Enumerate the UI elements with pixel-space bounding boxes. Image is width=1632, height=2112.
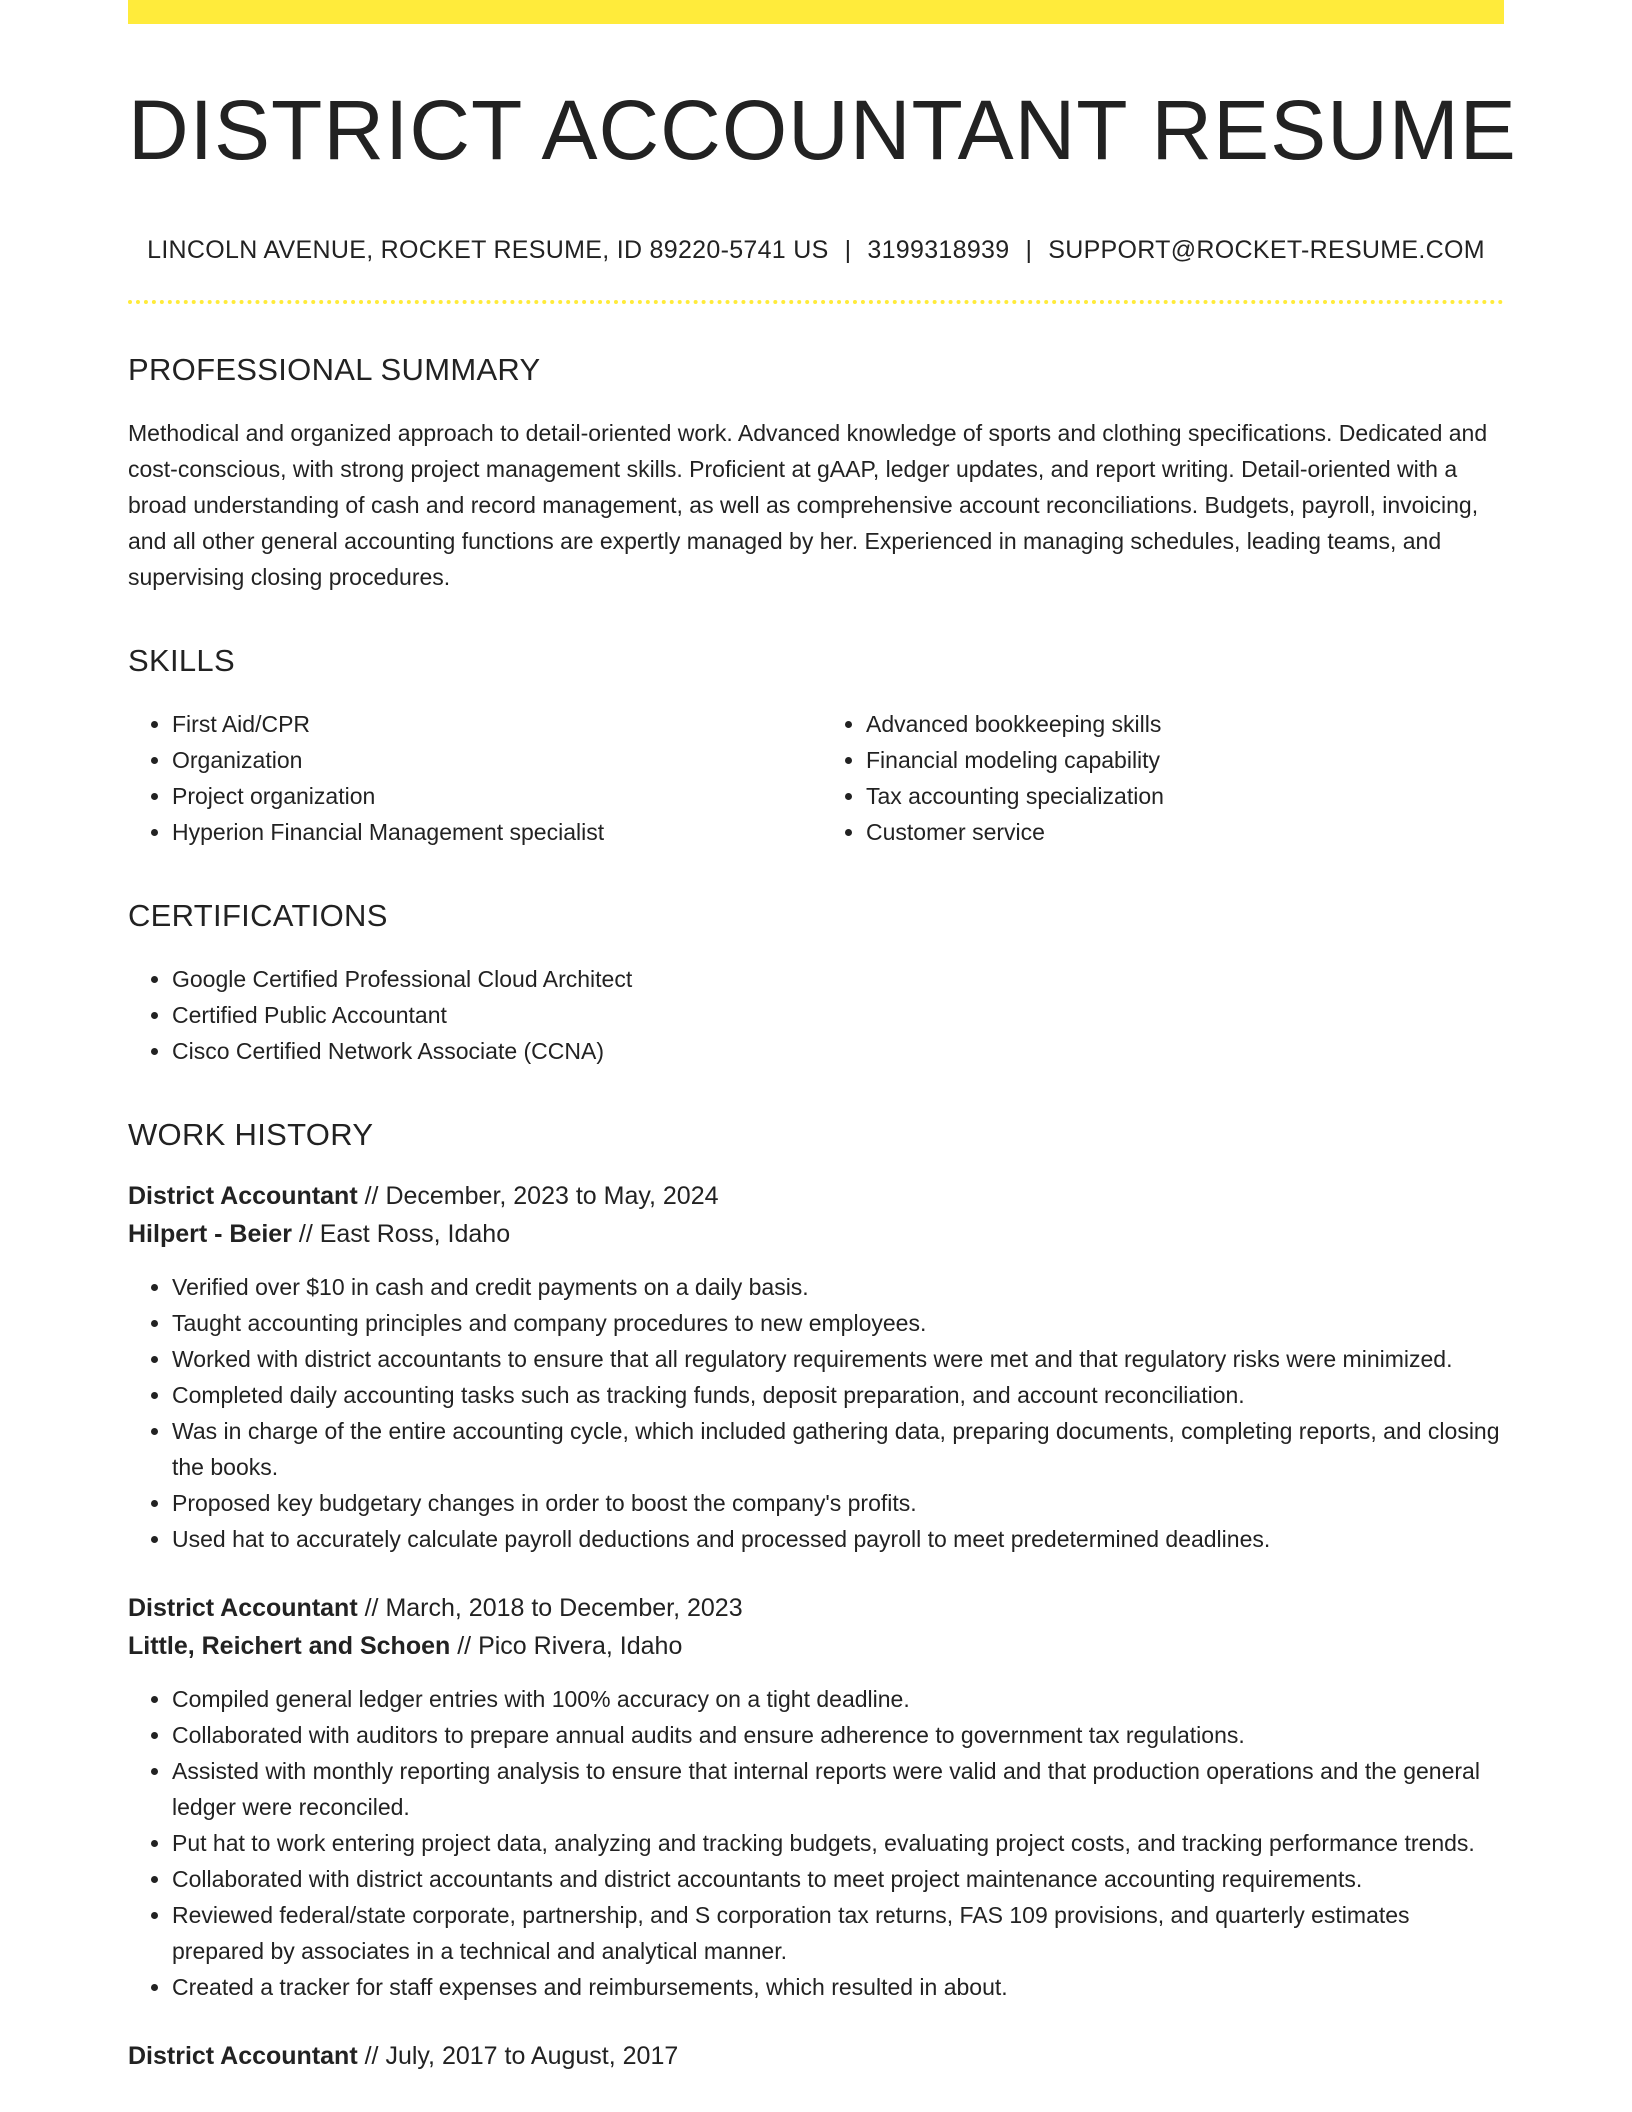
skill-item: • Tax accounting specialization: [866, 778, 1504, 814]
summary-text: Methodical and organized approach to detail-oriented work. Advanced knowledge of sports and clothing specifications. Dedicated and cost-conscious, with strong project management skills. Proficient at gAAP, ledger updates, and report writing. Detail-oriented with a broad understanding of cash and record management, as well as comprehensive account reconciliations. Budgets, payroll, invoicing, and all other general accounting functions are expertly managed by her. Experienced in managing schedules, leading teams, and supervising closing procedures.: [128, 420, 1488, 591]
job-location: // East Ross, Idaho: [298, 1220, 511, 1249]
job-dates: // July, 2017 to August, 2017: [364, 2042, 679, 2071]
job-bullet: • Was in charge of the entire accounting cycle, which included gathering data, preparing documents, completing reports, and closing the books.: [172, 1413, 1504, 1485]
resume-page: [128, 0, 1517, 2075]
job-dates: // March, 2018 to December, 2023: [364, 1594, 743, 1623]
contact-email: SUPPORT@ROCKET-RESUME.COM: [1048, 236, 1485, 265]
job-dates: // December, 2023 to May, 2024: [364, 1182, 719, 1211]
job-bullets: [128, 1269, 1504, 1557]
contact-separator: |: [1025, 236, 1033, 265]
skill-item: • Financial modeling capability: [866, 742, 1504, 778]
contact-phone: 3199318939: [867, 236, 1010, 265]
job-bullet: • Assisted with monthly reporting analysis to ensure that internal reports were valid and that production operations and the general ledger were reconciled.: [172, 1753, 1504, 1825]
job-bullet: • Created a tracker for staff expenses and reimbursements, which resulted in about.: [172, 1969, 1504, 2005]
job-company-line: [128, 1215, 1504, 1253]
skill-item: • First Aid/CPR: [172, 706, 816, 742]
job-entry: [128, 2037, 1504, 2075]
job-title-line: [128, 1177, 1504, 1215]
skills-column-right: [816, 706, 1504, 850]
contact-separator: |: [844, 236, 852, 265]
summary-heading: PROFESSIONAL SUMMARY: [128, 352, 541, 388]
job-bullet: • Proposed key budgetary changes in order to boost the company's profits.: [172, 1485, 1504, 1521]
job-bullet: • Put hat to work entering project data, analyzing and tracking budgets, evaluating project costs, and tracking performance trends.: [172, 1825, 1504, 1861]
contact-line: [128, 236, 1504, 265]
dotted-divider: [128, 300, 1504, 304]
job-entry: [128, 1589, 1504, 2005]
skills-list: [128, 706, 1504, 850]
job-position: District Accountant: [128, 1594, 358, 1623]
job-company-line: [128, 1627, 1504, 1665]
job-title-line: [128, 2037, 1504, 2075]
job-bullet: • Verified over $10 in cash and credit payments on a daily basis.: [172, 1269, 1504, 1305]
skill-item: • Organization: [172, 742, 816, 778]
resume-title: DISTRICT ACCOUNTANT RESUME: [128, 83, 1517, 177]
certifications-list: [128, 961, 1504, 1069]
job-bullets: [128, 1681, 1504, 2005]
job-title-line: [128, 1589, 1504, 1627]
job-position: District Accountant: [128, 1182, 358, 1211]
job-company: Little, Reichert and Schoen: [128, 1632, 451, 1661]
skill-item: • Project organization: [172, 778, 816, 814]
certifications-heading: CERTIFICATIONS: [128, 898, 388, 934]
skill-item: • Customer service: [866, 814, 1504, 850]
job-bullet: • Compiled general ledger entries with 100% accuracy on a tight deadline.: [172, 1681, 1504, 1717]
skills-column-left: [128, 706, 816, 850]
job-company: Hilpert - Beier: [128, 1220, 292, 1249]
contact-address: LINCOLN AVENUE, ROCKET RESUME, ID 89220-5741 US: [147, 236, 829, 265]
certification-item: • Cisco Certified Network Associate (CCNA): [172, 1033, 1504, 1069]
job-position: District Accountant: [128, 2042, 358, 2071]
job-bullet: • Worked with district accountants to ensure that all regulatory requirements were met and that regulatory risks were minimized.: [172, 1341, 1504, 1377]
job-bullet: • Collaborated with auditors to prepare annual audits and ensure adherence to government tax regulations.: [172, 1717, 1504, 1753]
certification-item: • Certified Public Accountant: [172, 997, 1504, 1033]
job-bullet: • Taught accounting principles and company procedures to new employees.: [172, 1305, 1504, 1341]
job-location: // Pico Rivera, Idaho: [457, 1632, 683, 1661]
skill-item: • Hyperion Financial Management specialist: [172, 814, 816, 850]
accent-top-bar: [128, 0, 1504, 24]
skill-item: • Advanced bookkeeping skills: [866, 706, 1504, 742]
certification-item: • Google Certified Professional Cloud Architect: [172, 961, 1504, 997]
job-entry: [128, 1177, 1504, 1557]
job-bullet: • Reviewed federal/state corporate, partnership, and S corporation tax returns, FAS 109 provisions, and quarterly estimates prepared by associates in a technical and analytical manner.: [172, 1897, 1504, 1969]
work-history-heading: WORK HISTORY: [128, 1117, 374, 1153]
skills-heading: SKILLS: [128, 643, 235, 679]
job-bullet: • Collaborated with district accountants and district accountants to meet project maintenance accounting requirements.: [172, 1861, 1504, 1897]
job-bullet: • Completed daily accounting tasks such as tracking funds, deposit preparation, and account reconciliation.: [172, 1377, 1504, 1413]
job-bullet: • Used hat to accurately calculate payroll deductions and processed payroll to meet predetermined deadlines.: [172, 1521, 1504, 1557]
